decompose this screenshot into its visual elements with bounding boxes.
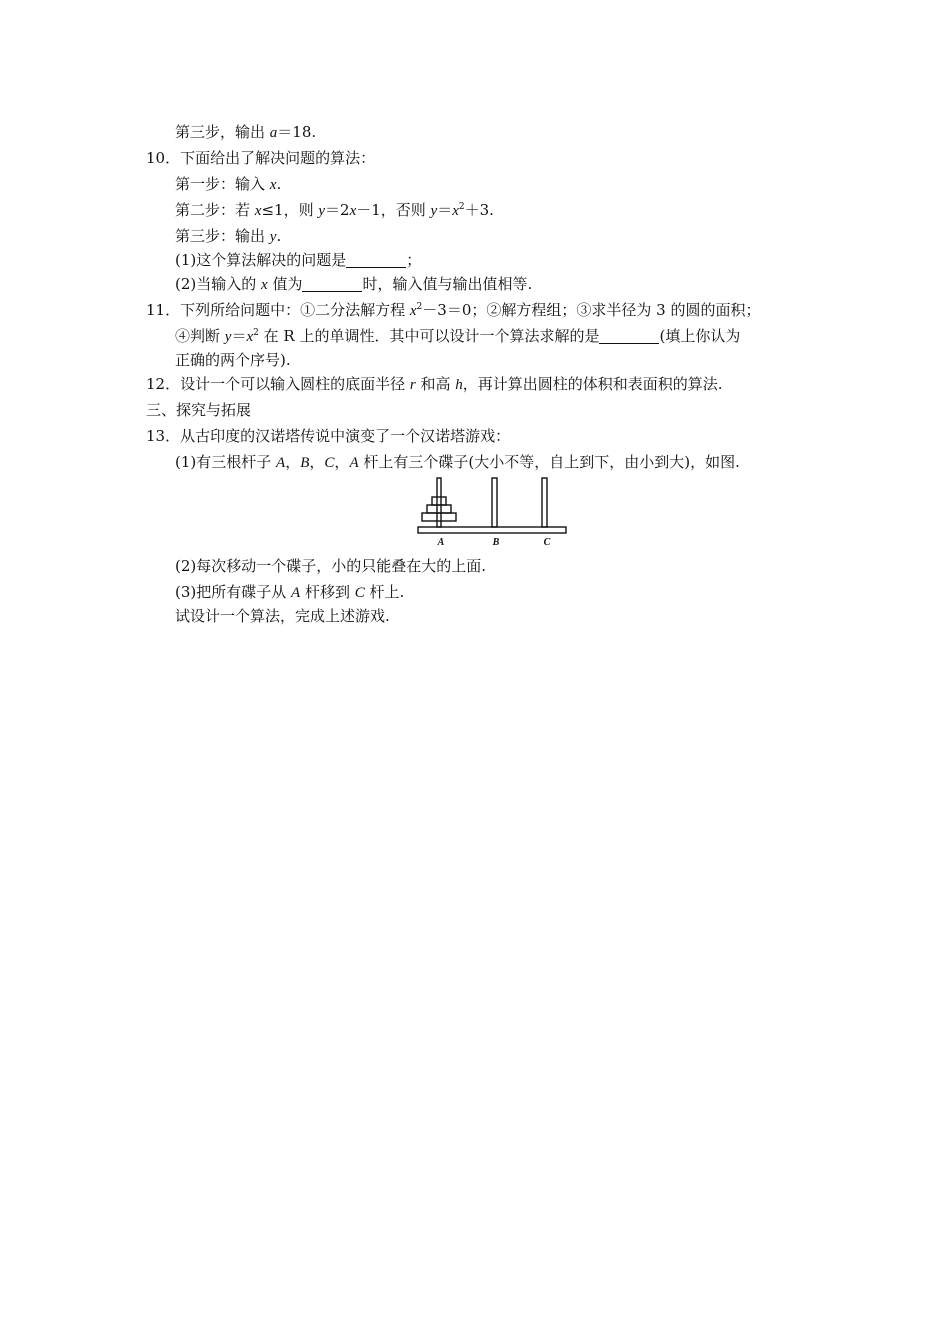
base-board [418,527,566,533]
question-10-number: 10． [146,149,181,167]
rod-a [437,478,441,527]
hanoi-figure [412,475,572,547]
question-12: 12．设计一个可以输入圆柱的底面半径 r 和高 h，再计算出圆柱的体积和表面积的算法. [146,375,723,393]
q10-step1: 第一步：输入 x. [175,175,282,193]
disk-large [422,513,456,521]
question-11-line2: ④判断 $y=x^2$ 在 R 上的单调性．其中可以设计一个算法求解的是 (填上你认为 [175,327,741,345]
q10-sub1-end: ； [406,251,422,269]
q13-task: 试设计一个算法，完成上述游戏. [175,607,390,625]
question-12-number: 12． [146,375,181,393]
question-11-line1: 11．下列所给问题中：①二分法解方程 $x^2-3=0$；②解方程组；③求半径为 3 的圆的面积； [146,301,761,319]
answer-blank [346,253,406,268]
rod-label-b: B [492,537,500,547]
question-10-text: 下面给出了解决问题的算法： [180,149,376,167]
question-11-number: 11． [146,301,181,319]
answer-blank [302,277,362,292]
step3-output-a: 第三步，输出 a＝18. [175,123,317,141]
question-13-number: 13． [146,427,181,445]
rod-c [542,478,547,527]
question-11-line3: 正确的两个序号). [175,351,291,369]
rod-b [492,478,497,527]
q10-step2: 第二步：若 x≤1，则 y＝2x－1，否则 $y=x^2+3$. [175,201,494,219]
disk-medium [427,505,451,513]
section-3-heading: 三、探究与拓展 [146,401,252,419]
rod-label-a: A [437,537,445,547]
answer-blank [599,329,659,344]
q10-sub1-text: (1)这个算法解决的问题是 [175,251,347,269]
question-10-stem [146,148,375,168]
question-13-text: 从古印度的汉诺塔传说中演变了一个汉诺塔游戏： [180,427,511,445]
question-13-stem [146,426,510,446]
q13-sub1: (1)有三根杆子 A，B，C，A 杆上有三个碟子(大小不等，自上到下，由小到大)，如图. [175,453,740,471]
q13-sub3: (3)把所有碟子从 A 杆移到 C 杆上. [175,583,405,601]
q10-sub2: (2)当输入的 x 值为 时，输入值与输出值相等. [175,275,533,293]
q11-hint: (填上你认为 [659,327,741,345]
disk-small [432,497,446,505]
rod-label-c: C [543,537,551,547]
q10-sub1 [175,250,421,270]
q10-step3: 第三步：输出 y. [175,227,282,245]
q13-sub2: (2)每次移动一个碟子，小的只能叠在大的上面. [175,557,487,575]
